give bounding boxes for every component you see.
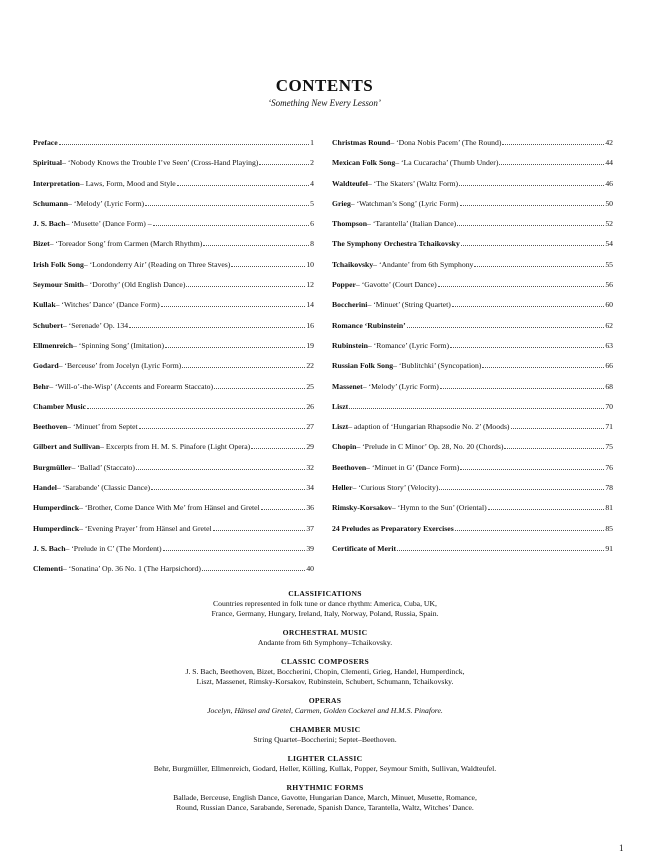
toc-entry-page: 52	[605, 219, 613, 229]
toc-entry[interactable]	[33, 320, 314, 340]
toc-entry-title: – ‘Musette’ (Dance Form) –	[65, 219, 152, 229]
toc-entry[interactable]	[332, 259, 613, 279]
toc-entry[interactable]	[332, 401, 613, 421]
toc-entry-title: – ‘Witches’ Dance’ (Dance Form)	[55, 300, 160, 310]
page-title: CONTENTS	[275, 76, 374, 95]
dot-leader	[163, 543, 306, 551]
toc-entry-page: 54	[605, 239, 613, 249]
dot-leader	[397, 543, 604, 551]
toc-entry-composer: Beethoven	[332, 462, 367, 472]
toc-entry[interactable]	[33, 441, 314, 461]
section-heading: CLASSIC COMPOSERS	[280, 657, 369, 666]
toc-entry[interactable]	[332, 320, 613, 340]
toc-entry-composer: Heller	[332, 483, 353, 493]
toc-entry-title: – ‘Prelude in C’ (The Mordent)	[65, 543, 162, 553]
toc-entry-composer: Gilbert and Sullivan	[33, 442, 101, 452]
toc-entry-title: – ‘Toreador Song’ from Carmen (March Rhythm)	[49, 239, 203, 249]
toc-entry[interactable]	[33, 340, 314, 360]
toc-entry-page: 78	[605, 483, 613, 493]
dot-leader	[439, 482, 604, 490]
toc-entry-composer: Schumann	[33, 198, 69, 208]
toc-entry-composer: J. S. Bach	[33, 219, 66, 229]
dot-leader	[261, 502, 306, 510]
toc-entry[interactable]	[33, 502, 314, 522]
toc-entry-composer: Mexican Folk Song	[332, 158, 396, 168]
toc-entry[interactable]	[332, 523, 613, 543]
toc-entry-page: 39	[306, 543, 314, 553]
toc-entry-page: 55	[605, 259, 613, 269]
toc-entry[interactable]	[33, 381, 314, 401]
toc-entry[interactable]	[33, 259, 314, 279]
dot-leader	[460, 198, 605, 206]
toc-entry-page: 27	[306, 422, 314, 432]
toc-right-column	[332, 137, 613, 563]
toc-entry[interactable]	[33, 157, 314, 177]
toc-entry-title: – ‘Curious Story’ (Velocity)	[352, 483, 439, 493]
toc-entry-composer: Handel	[33, 483, 57, 493]
section-heading: CHAMBER MUSIC	[289, 725, 361, 734]
toc-entry-page: 81	[605, 503, 613, 513]
dot-leader	[153, 218, 310, 226]
toc-entry-page: 62	[605, 320, 613, 330]
section-line: Jocelyn, Hänsel and Gretel, Carmen, Golden Cockerel and H.M.S. Pinafore.	[207, 706, 443, 715]
toc-entry[interactable]	[332, 543, 613, 563]
toc-entry-title: – Laws, Form, Mood and Style	[79, 178, 176, 188]
toc-entry-title: – ‘Andante’ from 6th Symphony	[373, 259, 474, 269]
toc-entry-page: 44	[605, 158, 613, 168]
toc-entry[interactable]	[332, 421, 613, 441]
toc-entry[interactable]	[332, 340, 613, 360]
toc-entry-composer: Thompson	[332, 219, 368, 229]
section-body	[60, 793, 590, 813]
toc-entry-composer: Seymour Smith	[33, 280, 84, 290]
toc-entry-composer: Bizet	[33, 239, 50, 249]
toc-entry-page: 68	[605, 381, 613, 391]
dot-leader	[440, 381, 604, 389]
toc-entry[interactable]	[33, 523, 314, 543]
section-heading: ORCHESTRAL MUSIC	[282, 628, 368, 637]
toc-entry[interactable]	[33, 218, 314, 238]
toc-entry[interactable]	[33, 137, 314, 157]
toc-entry-composer: Kullak	[33, 300, 56, 310]
toc-entry-page: 40	[306, 564, 314, 574]
toc-entry-page: 42	[605, 138, 613, 147]
toc-entry[interactable]	[332, 299, 613, 319]
dot-leader	[461, 238, 605, 246]
dot-leader	[202, 563, 305, 571]
dot-leader	[499, 157, 604, 165]
toc-entry-composer: Irish Folk Song	[33, 259, 84, 269]
toc-entry-title: – ‘Dona Nobis Pacem’ (The Round)	[390, 138, 502, 147]
dot-leader	[407, 320, 605, 328]
dot-leader	[59, 137, 310, 145]
toc-entry-page: 66	[605, 361, 613, 371]
toc-entry-composer: Grieg	[332, 198, 351, 208]
section-body	[60, 764, 590, 774]
dot-leader	[129, 320, 305, 328]
section-line: Round, Russian Dance, Sarabande, Serenade, Spanish Dance, Tarantella, Waltz, Witches’ Dance.	[176, 803, 474, 812]
toc-entry[interactable]	[332, 462, 613, 482]
toc-entry-title: – ‘Brother, Come Dance With Me’ from Hänsel and Gretel	[79, 503, 260, 513]
toc-entry-page: 2	[310, 158, 314, 168]
toc-entry-composer: Romance ‘Rubinstein’	[332, 320, 406, 330]
toc-entry[interactable]	[33, 299, 314, 319]
toc-entry-composer: Humperdinck	[33, 523, 80, 533]
toc-entry-page: 37	[306, 523, 314, 533]
toc-entry-composer: Boccherini	[332, 300, 368, 310]
toc-entry-title: – ‘Serenade’ Op. 134	[62, 320, 129, 330]
toc-entry-composer: Chopin	[332, 442, 357, 452]
toc-entry-title: – Excerpts from H. M. S. Pinafore (Light Opera)	[100, 442, 251, 452]
toc-entry-page: 63	[605, 340, 613, 350]
toc-entry-title: – ‘Minuet’ from Septet	[67, 422, 138, 432]
dot-leader	[459, 178, 604, 186]
toc-entry-composer: Schubert	[33, 320, 63, 330]
toc-entry-page: 75	[605, 442, 613, 452]
dot-leader	[511, 421, 605, 429]
dot-leader	[182, 360, 305, 368]
dot-leader	[455, 523, 605, 531]
section-line: Countries represented in folk tune or dance rhythm: America, Cuba, UK,	[213, 599, 437, 608]
dot-leader	[165, 340, 305, 348]
toc-entry[interactable]	[332, 441, 613, 461]
toc-entry-composer: Ellmenreich	[33, 340, 73, 350]
toc-entry[interactable]	[332, 198, 613, 218]
section-line: France, Germany, Hungary, Ireland, Italy, Norway, Poland, Russia, Spain.	[211, 609, 439, 618]
dot-leader	[177, 178, 309, 186]
section-heading: RHYTHMIC FORMS	[286, 783, 364, 792]
toc-entry-title: – ‘Evening Prayer’ from Hänsel and Gretel	[79, 523, 212, 533]
toc-entry[interactable]	[332, 381, 613, 401]
toc-entry-page: 91	[605, 543, 613, 553]
toc-entry-title: – ‘Londonderry Air’ (Reading on Three Staves)	[83, 259, 231, 269]
toc-entry-title: – adaption of ‘Hungarian Rhapsodie No. 2’ (Moods)	[348, 422, 510, 432]
toc-entry[interactable]	[33, 238, 314, 258]
toc-entry[interactable]	[332, 360, 613, 380]
toc-entry-title: – ‘Berceuse’ from Jocelyn (Lyric Form)	[58, 361, 182, 371]
toc-entry-composer: Russian Folk Song	[332, 361, 394, 371]
section-body	[60, 706, 590, 716]
section-body	[60, 638, 590, 648]
dot-leader	[203, 238, 309, 246]
toc-entry[interactable]	[33, 421, 314, 441]
section-line: Behr, Burgmüller, Ellmenreich, Godard, Heller, Kölling, Kullak, Popper, Seymour Smith, Sullivan, Waldteufel.	[153, 764, 497, 773]
dot-leader	[457, 218, 604, 226]
page-subtitle: ‘Something New Every Lesson’	[268, 98, 381, 108]
page-number: 1	[619, 843, 624, 853]
dot-leader	[488, 502, 605, 510]
section-line: String Quartet–Boccherini; Septet–Beethoven.	[253, 735, 397, 744]
section-heading: CLASSIFICATIONS	[288, 589, 362, 598]
toc-entry-page: 60	[605, 300, 613, 310]
toc-entry[interactable]	[33, 178, 314, 198]
toc-entry[interactable]	[33, 360, 314, 380]
toc-entry-composer: Humperdinck	[33, 503, 80, 513]
toc-entry-composer: Godard	[33, 361, 59, 371]
toc-entry-title: – ‘Spinning Song’ (Imitation)	[73, 340, 165, 350]
toc-entry-page: 8	[310, 239, 314, 249]
toc-entry-title: – ‘Tarantella’ (Italian Dance)	[367, 219, 457, 229]
toc-entry-title: – ‘Melody’ (Lyric Form)	[68, 198, 145, 208]
toc-entry-composer: J. S. Bach	[33, 543, 66, 553]
toc-entry-composer: Certificate of Merit	[332, 543, 397, 553]
toc-entry[interactable]	[33, 543, 314, 563]
dot-leader	[139, 421, 306, 429]
dot-leader	[214, 381, 305, 389]
dot-leader	[452, 299, 605, 307]
toc-entry-composer: 24 Preludes as Preparatory Exercises	[332, 523, 454, 533]
toc-entry-page: 26	[306, 401, 314, 411]
toc-entry-composer: The Symphony Orchestra Tchaikovsky	[332, 239, 460, 249]
dot-leader	[502, 137, 604, 145]
toc-entry-composer: Rimsky-Korsakov	[332, 503, 392, 513]
toc-left-column	[33, 137, 314, 584]
toc-entry-page: 1	[310, 138, 314, 147]
toc-entry-page: 36	[306, 503, 314, 513]
toc-entry-composer: Clementi	[33, 564, 63, 574]
toc-entry-composer: Chamber Music	[33, 401, 87, 411]
toc-entry[interactable]	[332, 218, 613, 238]
dot-leader	[231, 259, 305, 267]
toc-entry-page: 50	[605, 198, 613, 208]
toc-entry-page: 56	[605, 280, 613, 290]
dot-leader	[251, 441, 305, 449]
dot-leader	[151, 482, 305, 490]
section-heading: LIGHTER CLASSIC	[287, 754, 363, 763]
toc-entry-title: – ‘Sonatina’ Op. 36 No. 1 (The Harpsichord)	[62, 564, 201, 574]
toc-entry-title: – ‘Watchman’s Song’ (Lyric Form)	[350, 198, 459, 208]
toc-entry-composer: Tchaikovsky	[332, 259, 374, 269]
dot-leader	[259, 157, 309, 165]
dot-leader	[504, 441, 604, 449]
toc-entry-title: – ‘Nobody Knows the Trouble I’ve Seen’ (Cross-Hand Playing)	[62, 158, 259, 168]
toc-entry-title: – ‘Melody’ (Lyric Form)	[362, 381, 439, 391]
dot-leader	[474, 259, 604, 267]
toc-entry-composer: Waldteufel	[332, 178, 368, 188]
toc-entry-composer: Liszt	[332, 422, 349, 432]
toc-entry-title: – ‘Sarabande’ (Classic Dance)	[56, 483, 151, 493]
toc-entry-title: – ‘The Skaters’ (Waltz Form)	[367, 178, 459, 188]
toc-entry[interactable]	[332, 279, 613, 299]
toc-entry[interactable]	[33, 401, 314, 421]
toc-entry-page: 32	[306, 462, 314, 472]
toc-entry-title: – ‘Dorothy’ (Old English Dance)	[83, 280, 186, 290]
section-line: Andante from 6th Symphony–Tchaikovsky.	[257, 638, 393, 647]
toc-entry-composer: Christmas Round	[332, 138, 391, 147]
toc-entry[interactable]	[33, 198, 314, 218]
dot-leader	[213, 523, 306, 531]
toc-entry-page: 5	[310, 198, 314, 208]
toc-entry-page: 76	[605, 462, 613, 472]
dot-leader	[161, 299, 306, 307]
toc-entry[interactable]	[33, 563, 314, 583]
toc-entry-page: 12	[306, 280, 314, 290]
dot-leader	[136, 462, 305, 470]
toc-entry-page: 10	[306, 259, 314, 269]
section-body	[60, 735, 590, 745]
dot-leader	[87, 401, 305, 409]
toc-entry-title: – ‘Hymn to the Sun’ (Oriental)	[391, 503, 487, 513]
toc-entry-composer: Preface	[33, 138, 58, 147]
toc-entry-composer: Burgmüller	[33, 462, 72, 472]
toc-entry-composer: Rubinstein	[332, 340, 368, 350]
toc-entry-composer: Interpretation	[33, 178, 80, 188]
toc-entry[interactable]	[332, 482, 613, 502]
toc-entry-page: 85	[605, 523, 613, 533]
toc-entry-page: 46	[605, 178, 613, 188]
section-line: Ballade, Berceuse, English Dance, Gavotte, Hungarian Dance, March, Minuet, Musette, Romance,	[173, 793, 477, 802]
dot-leader	[186, 279, 305, 287]
toc-entry-page: 14	[306, 300, 314, 310]
toc-entry-page: 34	[306, 483, 314, 493]
toc-entry[interactable]	[33, 462, 314, 482]
toc-entry-page: 71	[605, 422, 613, 432]
toc-entry[interactable]	[33, 482, 314, 502]
dot-leader	[145, 198, 309, 206]
dot-leader	[450, 340, 604, 348]
toc-entry[interactable]	[332, 238, 613, 258]
toc-entry-composer: Spiritual	[33, 158, 63, 168]
toc-entry-title: – ‘Romance’ (Lyric Form)	[367, 340, 450, 350]
toc-entry-page: 25	[306, 381, 314, 391]
toc-entry[interactable]	[332, 502, 613, 522]
toc-entry[interactable]	[33, 279, 314, 299]
toc-entry-page: 29	[306, 442, 314, 452]
section-body	[60, 667, 590, 687]
section-heading: OPERAS	[308, 696, 342, 705]
toc-entry-composer: Beethoven	[33, 422, 68, 432]
toc-entry-title: – ‘Minuet’ (String Quartet)	[367, 300, 451, 310]
toc-entry[interactable]	[332, 157, 613, 177]
toc-entry-title: – ‘La Cucaracha’ (Thumb Under)	[395, 158, 499, 168]
toc-entry-page: 19	[306, 340, 314, 350]
section-body	[60, 599, 590, 619]
section-line: Liszt, Massenet, Rimsky-Korsakov, Rubinstein, Schubert, Schumann, Tchaikovsky.	[196, 677, 454, 686]
dot-leader	[482, 360, 604, 368]
toc-entry-title: – ‘Will-o’-the-Wisp’ (Accents and Forearm Staccato)	[49, 381, 214, 391]
dot-leader	[438, 279, 605, 287]
toc-entry-composer: Liszt	[332, 401, 349, 411]
toc-entry-page: 70	[605, 401, 613, 411]
toc-entry-page: 4	[310, 178, 314, 188]
toc-entry-composer: Popper	[332, 280, 356, 290]
toc-entry-title: – ‘Gavotte’ (Court Dance)	[355, 280, 437, 290]
toc-entry-title: – ‘Minuet in G’ (Dance Form)	[366, 462, 460, 472]
toc-entry-composer: Massenet	[332, 381, 363, 391]
dot-leader	[349, 401, 604, 409]
toc-entry-page: 16	[306, 320, 314, 330]
toc-entry-title: – ‘Bublitchki’ (Syncopation)	[393, 361, 482, 371]
toc-entry-title: – ‘Prelude in C Minor’ Op. 28, No. 20 (Chords)	[356, 442, 504, 452]
toc-entry-page: 22	[306, 361, 314, 371]
section-line: J. S. Bach, Beethoven, Bizet, Boccherini, Chopin, Clementi, Grieg, Handel, Humperdinck,	[185, 667, 465, 676]
toc-entry-page: 6	[310, 219, 314, 229]
classifications-block	[60, 589, 590, 822]
toc-entry[interactable]	[332, 137, 613, 157]
toc-entry-composer: Behr	[33, 381, 50, 391]
dot-leader	[460, 462, 604, 470]
toc-entry[interactable]	[332, 178, 613, 198]
toc-entry-title: – ‘Ballad’ (Staccato)	[71, 462, 135, 472]
